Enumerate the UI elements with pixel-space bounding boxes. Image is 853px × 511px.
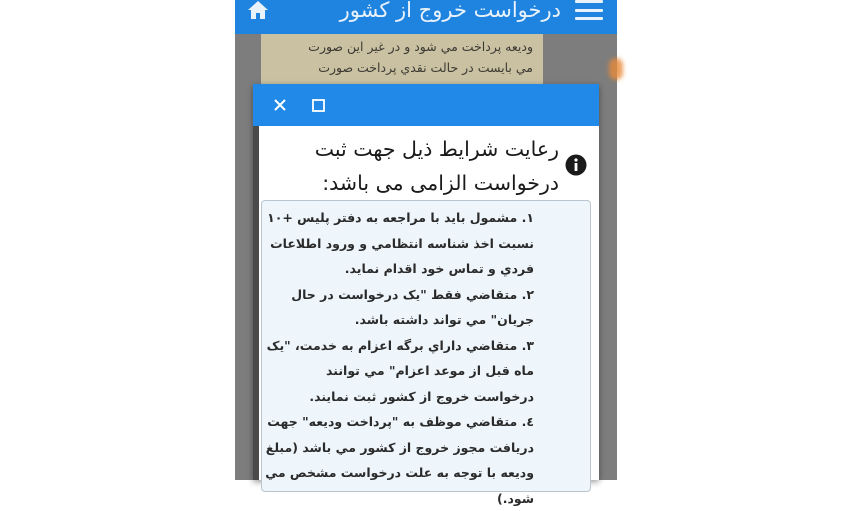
close-button[interactable] [267,92,293,118]
phone-screen [235,0,617,506]
terms-box[interactable] [261,200,591,506]
maximize-icon [312,99,325,112]
background-text-line: مي بايست در حالت نقدي پرداخت صورت [318,60,533,75]
terms-item: ۱. مشمول بايد با مراجعه به دفتر پليس +۱۰ نسبت اخذ شناسه انتظامي و ورود اطلاعات فردي و تماس خود اقدام نمايد. [267,210,534,276]
background-card [261,34,543,84]
home-icon [247,0,269,20]
close-icon [274,99,286,111]
dialog-heading-line: درخواست الزامی می باشد: [322,171,559,195]
info-icon[interactable] [565,154,587,176]
app-bar [235,0,617,34]
home-button[interactable] [247,0,281,27]
dialog-title-bar [253,84,599,126]
page-title: درخواست خروج از کشور [339,0,561,22]
dialog-left-edge [253,126,259,480]
dialog-heading [289,132,559,200]
background-text-line: وديعه پرداخت مي شود و در غير اين صورت [308,39,533,54]
dialog-heading-line: رعایت شرایط ذیل جهت ثبت [314,137,559,161]
maximize-button[interactable] [305,92,331,118]
terms-item: ۲. متقاضي فقط "يک درخواست در حال جريان" مي تواند داشته باشد. [291,286,534,327]
terms-item: ٤. متقاضي موظف به "پرداخت وديعه" جهت دريافت مجوز خروج از کشور مي باشد (مبلغ وديعه با توجه به علت درخواست مشخص مي شود.) [265,414,534,506]
terms-list [264,205,534,511]
hamburger-menu-icon[interactable] [575,0,603,20]
terms-dialog [253,84,599,506]
terms-item: ۳. متقاضي داراي برگه اعزام به خدمت، "يک ماه قبل از موعد اعزام" مي توانند درخواست خروج از کشور ثبت نمايند. [266,337,534,404]
scroll-indicator [609,58,623,80]
